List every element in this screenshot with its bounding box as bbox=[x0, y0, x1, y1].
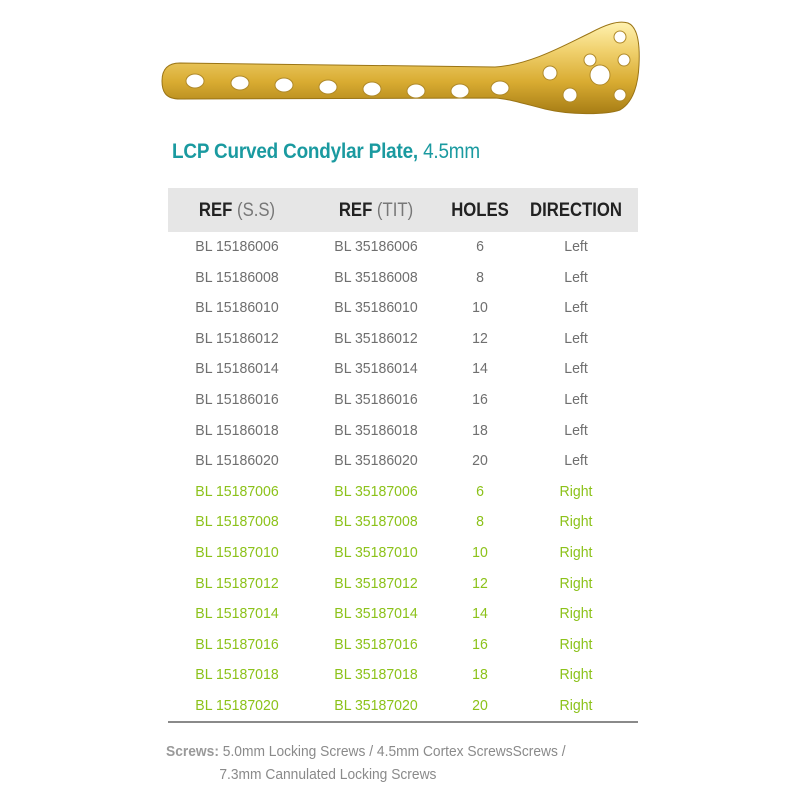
table-row bbox=[168, 507, 638, 538]
cell-direction: Right bbox=[559, 696, 593, 714]
cell-holes: 16 bbox=[472, 635, 488, 653]
header-direction: DIRECTION bbox=[530, 200, 622, 221]
cell-ref-ss: BL 15186012 bbox=[195, 329, 279, 347]
table-row bbox=[168, 324, 638, 355]
cell-ref-tit: BL 35186016 bbox=[334, 390, 418, 408]
cell-ref-ss: BL 15186016 bbox=[195, 390, 279, 408]
cell-ref-ss: BL 15186010 bbox=[195, 299, 279, 317]
cell-holes: 20 bbox=[472, 452, 488, 470]
cell-direction: Left bbox=[564, 238, 588, 255]
cell-ref-ss: BL 15187020 bbox=[195, 696, 279, 714]
cell-holes: 6 bbox=[476, 238, 484, 255]
cell-ref-ss: BL 15187010 bbox=[195, 543, 279, 561]
table-row bbox=[168, 660, 638, 691]
table-row bbox=[168, 691, 638, 722]
cell-ref-ss: BL 15187014 bbox=[195, 605, 279, 623]
cell-direction: Right bbox=[559, 543, 593, 561]
cell-ref-ss: BL 15186008 bbox=[195, 268, 279, 286]
cell-holes: 10 bbox=[472, 543, 488, 561]
cell-ref-tit: BL 35186010 bbox=[334, 299, 418, 317]
cell-ref-tit: BL 35187020 bbox=[334, 696, 418, 714]
table-bottom-rule bbox=[168, 721, 638, 723]
cell-ref-ss: BL 15187006 bbox=[195, 482, 279, 500]
cell-direction: Right bbox=[559, 482, 593, 500]
cell-ref-ss: BL 15187016 bbox=[195, 635, 279, 653]
table-row bbox=[168, 293, 638, 324]
plate-image bbox=[150, 15, 650, 125]
cell-ref-tit: BL 35186012 bbox=[334, 329, 418, 347]
table-row bbox=[168, 599, 638, 630]
product-title-size: 4.5mm bbox=[417, 140, 480, 163]
cell-ref-tit: BL 35187008 bbox=[334, 513, 418, 531]
cell-ref-ss: BL 15186006 bbox=[195, 238, 279, 255]
cell-direction: Left bbox=[564, 329, 588, 347]
cell-holes: 6 bbox=[476, 482, 484, 500]
cell-holes: 8 bbox=[476, 268, 484, 286]
cell-direction: Left bbox=[564, 268, 588, 286]
table-row bbox=[168, 385, 638, 416]
cell-ref-ss: BL 15187012 bbox=[195, 574, 279, 592]
cell-ref-tit: BL 35186006 bbox=[334, 238, 418, 255]
cell-holes: 14 bbox=[472, 605, 488, 623]
cell-direction: Left bbox=[564, 421, 588, 439]
product-title-name: LCP Curved Condylar Plate, bbox=[172, 140, 418, 163]
table-row bbox=[168, 232, 638, 263]
cell-ref-ss: BL 15186018 bbox=[195, 421, 279, 439]
screws-note bbox=[166, 740, 566, 786]
table-row bbox=[168, 416, 638, 447]
cell-direction: Left bbox=[564, 390, 588, 408]
cell-holes: 18 bbox=[472, 666, 488, 684]
cell-ref-ss: BL 15187018 bbox=[195, 666, 279, 684]
cell-holes: 12 bbox=[472, 329, 488, 347]
cell-ref-tit: BL 35187010 bbox=[334, 543, 418, 561]
table-row bbox=[168, 569, 638, 600]
screws-label: Screws: bbox=[166, 743, 219, 760]
table-header bbox=[168, 188, 638, 232]
table-row bbox=[168, 538, 638, 569]
screws-line-2: 7.3mm Cannulated Locking Screws bbox=[219, 766, 437, 783]
cell-direction: Right bbox=[559, 574, 593, 592]
header-holes: HOLES bbox=[451, 200, 509, 221]
table-body bbox=[168, 232, 638, 722]
cell-direction: Left bbox=[564, 452, 588, 470]
cell-ref-ss: BL 15186014 bbox=[195, 360, 279, 378]
cell-ref-tit: BL 35187018 bbox=[334, 666, 418, 684]
cell-ref-tit: BL 35186014 bbox=[334, 360, 418, 378]
cell-holes: 12 bbox=[472, 574, 488, 592]
cell-ref-ss: BL 15186020 bbox=[195, 452, 279, 470]
cell-ref-tit: BL 35186008 bbox=[334, 268, 418, 286]
cell-ref-tit: BL 35187012 bbox=[334, 574, 418, 592]
cell-holes: 16 bbox=[472, 390, 488, 408]
cell-holes: 14 bbox=[472, 360, 488, 378]
cell-holes: 10 bbox=[472, 299, 488, 317]
cell-ref-tit: BL 35186018 bbox=[334, 421, 418, 439]
cell-ref-tit: BL 35187014 bbox=[334, 605, 418, 623]
cell-ref-tit: BL 35186020 bbox=[334, 452, 418, 470]
header-ref-tit: REF (TIT) bbox=[338, 200, 414, 221]
table-row bbox=[168, 630, 638, 661]
screws-line-1: 5.0mm Locking Screws / 4.5mm Cortex ScrewsScrews / bbox=[218, 743, 566, 760]
reference-table bbox=[168, 188, 638, 722]
cell-direction: Left bbox=[564, 299, 588, 317]
table-row bbox=[168, 354, 638, 385]
cell-direction: Right bbox=[559, 635, 593, 653]
table-row bbox=[168, 263, 638, 294]
cell-ref-ss: BL 15187008 bbox=[195, 513, 279, 531]
cell-direction: Right bbox=[559, 666, 593, 684]
table-row bbox=[168, 446, 638, 477]
header-ref-ss: REF (S.S) bbox=[198, 200, 276, 221]
cell-ref-tit: BL 35187016 bbox=[334, 635, 418, 653]
cell-holes: 8 bbox=[476, 513, 484, 531]
cell-direction: Right bbox=[559, 513, 593, 531]
cell-direction: Right bbox=[559, 605, 593, 623]
cell-holes: 20 bbox=[472, 696, 488, 714]
cell-direction: Left bbox=[564, 360, 588, 378]
cell-ref-tit: BL 35187006 bbox=[334, 482, 418, 500]
product-title bbox=[172, 140, 480, 164]
table-row bbox=[168, 477, 638, 508]
cell-holes: 18 bbox=[472, 421, 488, 439]
